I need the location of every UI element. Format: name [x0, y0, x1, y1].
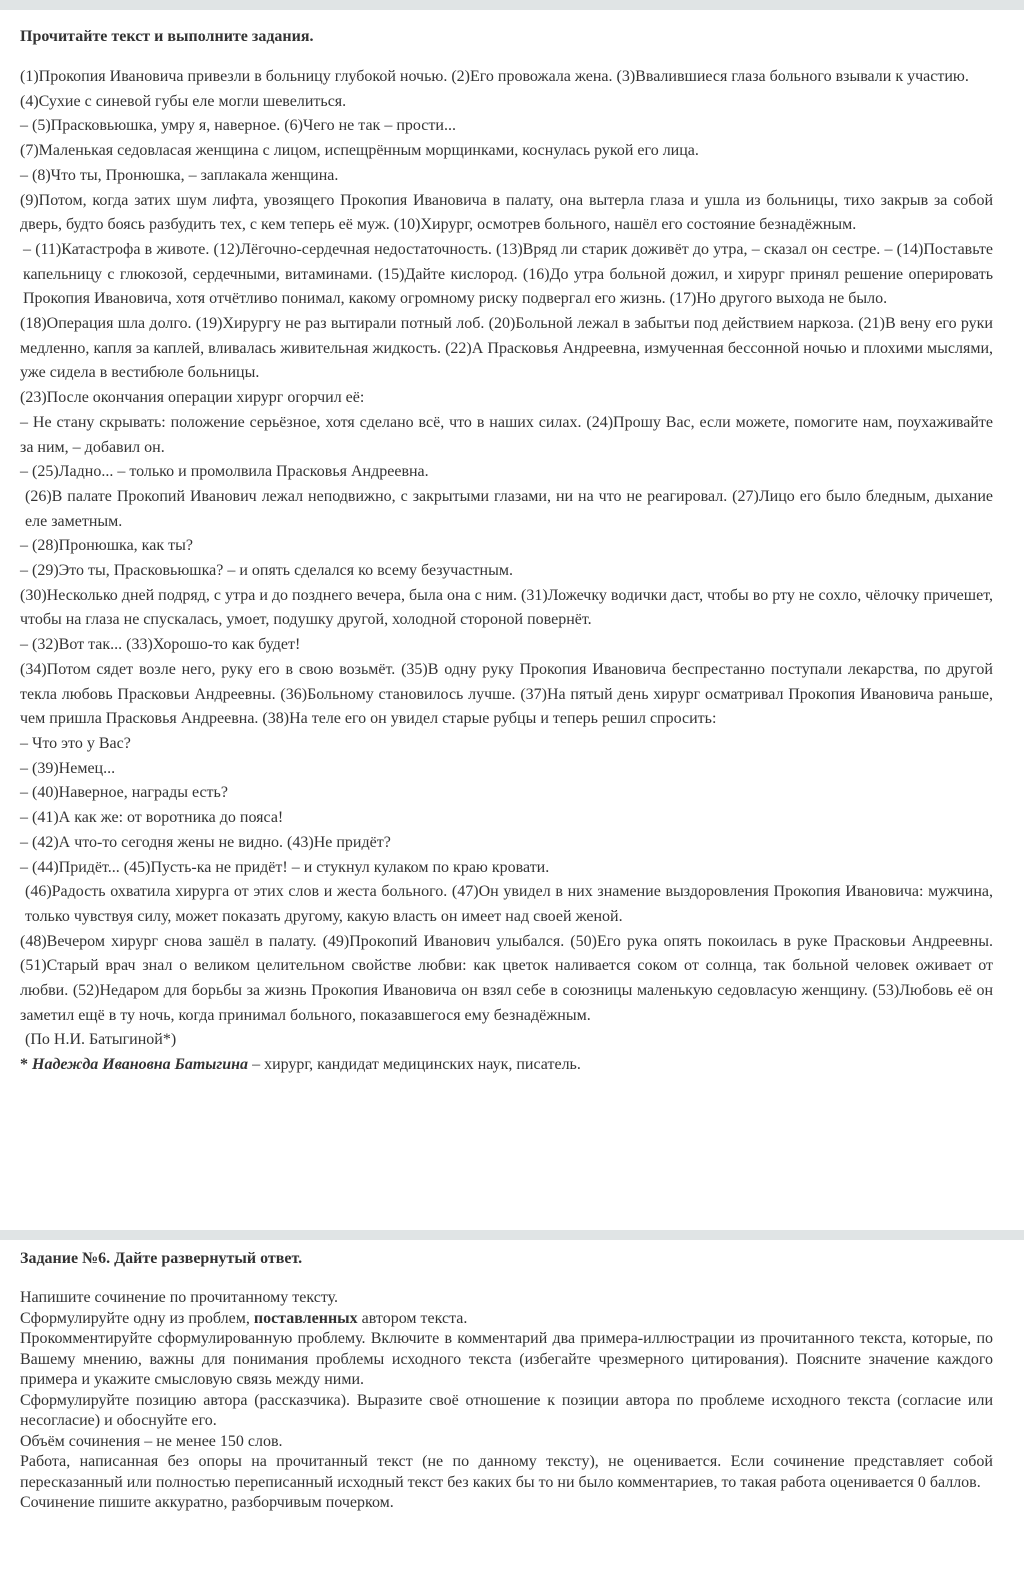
- paragraph: (26)В палате Прокопий Иванович лежал неподвижно, с закрытыми глазами, ни на что не реагировал. (27)Лицо его было бледным, дыхание еле заметным.: [25, 487, 993, 530]
- paragraph: (18)Операция шла долго. (19)Хирургу не раз вытирали потный лоб. (20)Больной лежал в забытьи под действием наркоза. (21)В вену его руки медленно, капля за каплей, вливалась живительная жидкость. (22)А Прасковья Андреевна, измученная бессонной ночью и плохими мыслями, уже сидела в вестибюле больницы.: [20, 315, 993, 382]
- instruction-line: [20, 1309, 993, 1330]
- instruction-line: Объём сочинения – не менее 150 слов.: [20, 1432, 283, 1450]
- reading-heading: Прочитайте текст и выполните задания.: [20, 28, 314, 45]
- instruction-line: Напишите сочинение по прочитанному тексту.: [20, 1289, 339, 1306]
- instruction-line: Сочинение пишите аккуратно, разборчивым почерком.: [20, 1494, 394, 1511]
- instruction-line: Работа, написанная без опоры на прочитанный текст (не по данному тексту), не оценивается. Если сочинение представляет собой пересказанный или полностью переписанный исходный текст без каких бы то ни было комментариев, то такая работа оценивается 0 баллов.: [20, 1453, 993, 1491]
- source-attribution: (По Н.И. Батыгиной*): [25, 1031, 177, 1049]
- footnote: [20, 1053, 993, 1078]
- section-divider-bar: [0, 1230, 1024, 1240]
- task-section: [20, 1248, 993, 1514]
- paragraph: – (25)Ладно... – только и промолвила Прасковья Андреевна.: [20, 463, 429, 481]
- paragraph: (34)Потом сядет возле него, руку его в свою возьмёт. (35)В одну руку Прокопия Ивановича беспрестанно поступали лекарства, по другой текла любовь Прасковьи Андреевны. (36)Больному становилось лучше. (37)На пятый день хирург осматривал Прокопия Ивановича раньше, чем пришла Прасковья Андреевна. (38)На теле его он увидел старые рубцы и теперь решил спросить:: [20, 660, 993, 728]
- paragraph: (9)Потом, когда затих шум лифта, увозящего Прокопия Ивановича в палату, она вытерла глаза и ушла из больницы, тихо закрыв за собой дверь, будто боясь разбудить тех, с кем теперь её муж. (10)Хирург, осмотрев больного, нашёл его состояние безнадёжным.: [20, 191, 993, 234]
- task-instructions: [20, 1288, 993, 1514]
- paragraph: – (39)Немец...: [20, 759, 116, 777]
- paragraph: (4)Сухие с синевой губы еле могли шевелиться.: [20, 92, 347, 110]
- paragraph: (30)Несколько дней подряд, с утра и до позднего вечера, была она с ним. (31)Ложечку водички даст, чтобы во рту не сохло, чёлочку причешет, чтобы на глаза не спускалась, умоет, подушку другой, холодной стороной повернёт.: [20, 586, 993, 629]
- top-divider-bar: [0, 0, 1024, 10]
- footnote-star: *: [20, 1056, 28, 1074]
- instruction-line: Прокомментируйте сформулированную проблему. Включите в комментарий два примера-иллюстрации из прочитанного текста, которые, по Вашему мнению, важны для понимания проблемы исходного текста (избегайте чрезмерного цитирования). Поясните значение каждого примера и укажите смысловую связь между ними.: [20, 1330, 993, 1388]
- paragraph: – (32)Вот так... (33)Хорошо-то как будет!: [20, 636, 301, 654]
- task-heading: Задание №6. Дайте развернутый ответ.: [20, 1250, 303, 1267]
- paragraph: – (42)А что-то сегодня жены не видно. (43)Не придёт?: [20, 833, 391, 851]
- instruction-bold-word: поставленных: [253, 1309, 358, 1327]
- paragraph: (48)Вечером хирург снова зашёл в палату. (49)Прокопий Иванович улыбался. (50)Его рука опять покоилась в руке Прасковьи Андреевны. (51)Старый врач знал о великом целительном свойстве любви: как цветок наливается соком от солнца, так больной человек оживает от любви. (52)Недаром для борьбы за жизнь Прокопия Ивановича он взял себе в союзницы маленькую седовласую женщину. (53)Любовь её он заметил ещё в ту ночь, когда принимал больного, показавшегося ему безнадёжным.: [20, 932, 993, 1024]
- reading-text-section: [20, 26, 993, 1078]
- paragraph: – Не стану скрывать: положение серьёзное, хотя сделано всё, что в наших силах. (24)Прошу Вас, если можете, помогите нам, поухаживайте за ним, – добавил он.: [20, 413, 993, 456]
- footnote-description: – хирург, кандидат медицинских наук, писатель.: [248, 1056, 581, 1074]
- footnote-author-name: Надежда Ивановна Батыгина: [32, 1056, 249, 1074]
- paragraph: – Что это у Вас?: [20, 734, 131, 752]
- paragraph: – (28)Пронюшка, как ты?: [20, 537, 193, 555]
- paragraph: – (41)А как же: от воротника до пояса!: [20, 809, 284, 827]
- instruction-line: Сформулируйте позицию автора (рассказчика). Выразите своё отношение к позиции автора по проблеме исходного текста (согласие или несогласие) и обоснуйте его.: [20, 1391, 993, 1429]
- instruction-text: Сформулируйте одну из проблем,: [20, 1309, 254, 1327]
- paragraph: (23)После окончания операции хирург огорчил её:: [20, 389, 365, 407]
- paragraph: (46)Радость охватила хирурга от этих слов и жеста больного. (47)Он увидел в них знамение выздоровления Прокопия Ивановича: мужчина, только чувствуя силу, может показать другому, какую власть он имеет над своей женой.: [25, 883, 993, 925]
- reading-text: [20, 65, 993, 1078]
- paragraph: – (29)Это ты, Прасковьюшка? – и опять сделался ко всему безучастным.: [20, 562, 513, 580]
- paragraph: – (11)Катастрофа в животе. (12)Лёгочно-сердечная недостаточность. (13)Вряд ли старик доживёт до утра, – сказал он сестре. – (14)Поставьте капельницу с глюкозой, сердечными, витаминами. (15)Дайте кислород. (16)До утра больной дожил, и хирург принял решение оперировать Прокопия Ивановича, хотя отчётливо понимал, какому огромному риску подвергал его жизнь. (17)Но другого выхода не было.: [23, 240, 993, 308]
- paragraph: (7)Маленькая седовласая женщина с лицом, испещрённым морщинками, коснулась рукой его лица.: [20, 142, 699, 160]
- paragraph: – (44)Придёт... (45)Пусть-ка не придёт! – и стукнул кулаком по краю кровати.: [20, 858, 550, 876]
- instruction-text: автором текста.: [357, 1309, 468, 1327]
- paragraph: – (5)Прасковьюшка, умру я, наверное. (6)Чего не так – прости...: [20, 117, 456, 135]
- paragraph: – (8)Что ты, Пронюшка, – заплакала женщина.: [20, 166, 339, 184]
- paragraph: – (40)Наверное, награды есть?: [20, 784, 228, 802]
- paragraph: (1)Прокопия Ивановича привезли в больницу глубокой ночью. (2)Его провожала жена. (3)Ввалившиеся глаза больного взывали к участию.: [20, 68, 969, 85]
